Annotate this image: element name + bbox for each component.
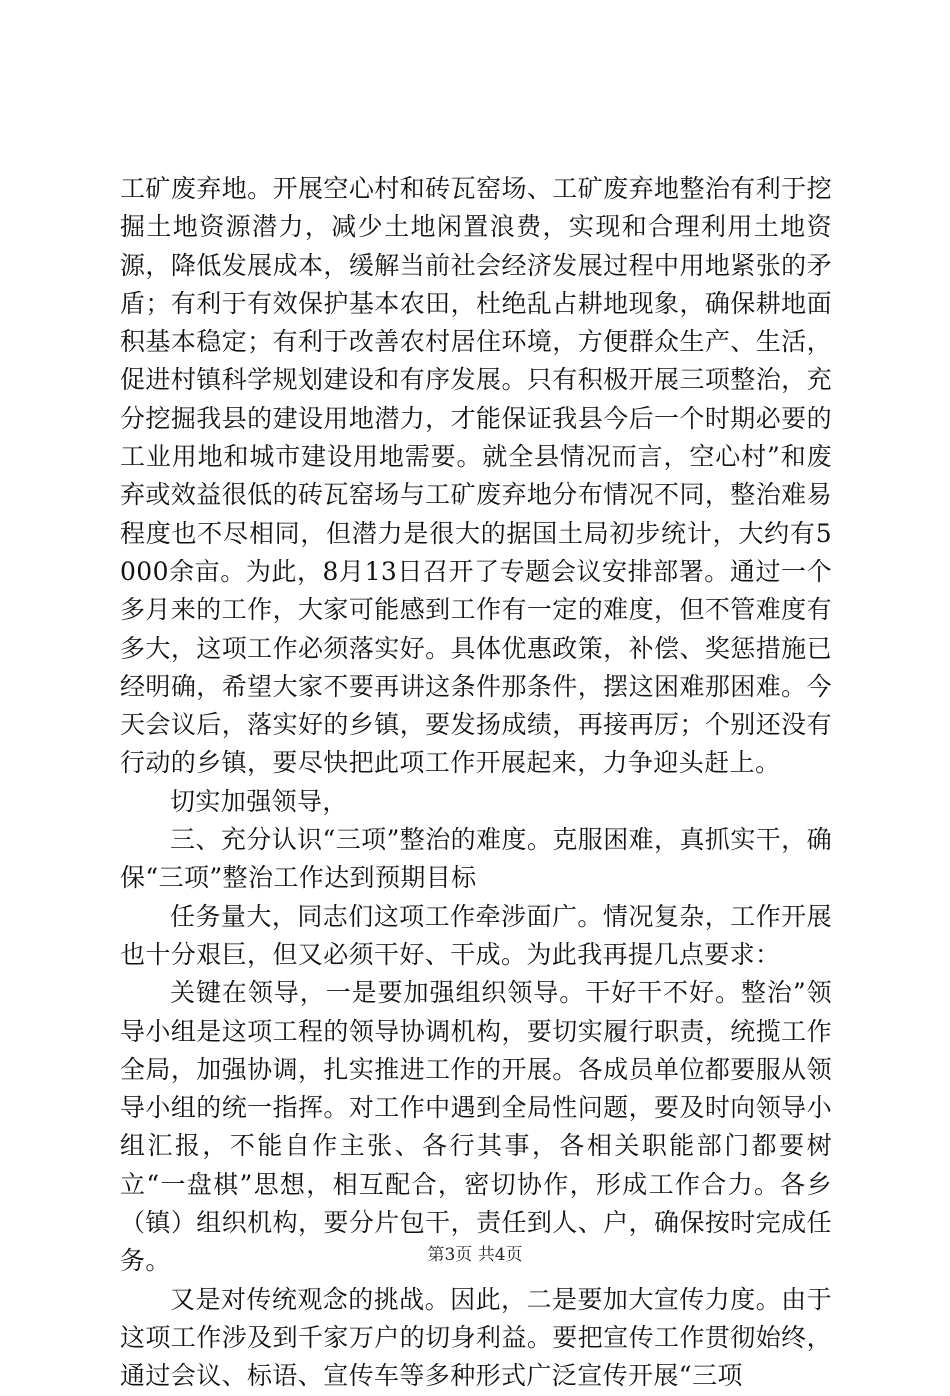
page-number-footer: 第3页 共4页 xyxy=(427,1245,523,1265)
paragraph-leadership: 关键在领导，一是要加强组织领导。干好干不好。整治”领导小组是这项工程的领导协调机构，要切实履行职责，统揽工作全局，加强协调，扎实推进工作的开展。各成员单位都要服从领导小组的统一指挥。对工作中遇到全局性问题，要及时向领导小组汇报，不能自作主张、各行其事，各相关职能部门都要树立“一盘棋”思想，相互配合，密切协作，形成工作合力。各乡（镇）组织机构，要分片包干，责任到人、户，确保按时完成任务。 xyxy=(120,978,832,1276)
paragraph-heading-fragment: 切实加强领导， xyxy=(170,786,348,816)
paragraph-task-requirements: 任务量大，同志们这项工作牵涉面广。情况复杂，工作开展也十分艰巨，但又必须干好、干成。为此我再提几点要求： xyxy=(120,901,832,969)
section-heading-three: 三、充分认识“三项”整治的难度。克服困难，真抓实干，确保“三项”整治工作达到预期目标 xyxy=(120,825,832,893)
paragraph-continuation: 工矿废弃地。开展空心村和砖瓦窑场、工矿废弃地整治有利于挖掘土地资源潜力，减少土地闲置浪费，实现和合理利用土地资源，降低发展成本，缓解当前社会经济发展过程中用地紧张的矛盾；有利于有效保护基本农田，杜绝乱占耕地现象，确保耕地面积基本稳定；有利于改善农村居住环境，方便群众生产、生活，促进村镇科学规划建设和有序发展。只有积极开展三项整治，充分挖掘我县的建设用地潜力，才能保证我县今后一个时期必要的工业用地和城市建设用地需要。就全县情况而言，空心村”和废弃或效益很低的砖瓦窑场与工矿废弃地分布情况不同，整治难易程度也不尽相同，但潜力是很大的据国土局初步统计，大约有5000余亩。为此，8月13日召开了专题会议安排部署。通过一个多月来的工作，大家可能感到工作有一定的难度，但不管难度有多大，这项工作必须落实好。具体优惠政策，补偿、奖惩措施已经明确，希望大家不要再讲这条件那条件，摆这困难那困难。今天会议后，落实好的乡镇，要发扬成绩，再接再厉；个别还没有行动的乡镇，要尽快把此项工作开展起来，力争迎头赶上。 xyxy=(120,174,832,778)
document-body xyxy=(120,170,832,1396)
paragraph-publicity: 又是对传统观念的挑战。因此，二是要加大宣传力度。由于这项工作涉及到千家万户的切身利益。要把宣传工作贯彻始终，通过会议、标语、宣传车等多种形式广泛宣传开展“三项 xyxy=(120,1284,832,1391)
